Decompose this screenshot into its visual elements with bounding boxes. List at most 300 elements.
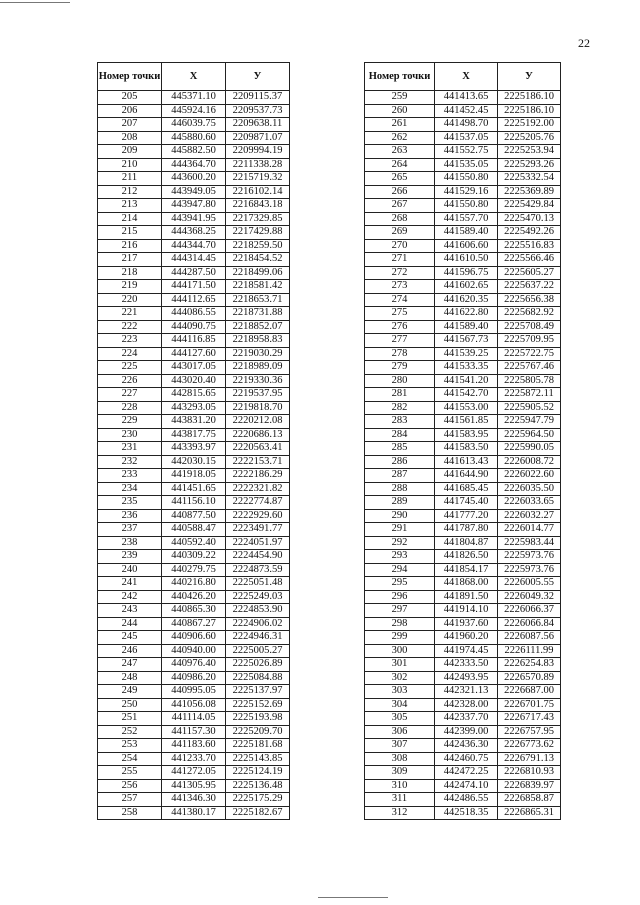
x-cell: 442472.25: [435, 766, 498, 780]
y-cell: 2225983.44: [498, 536, 561, 550]
point-number-cell: 308: [365, 752, 435, 766]
table-row: [365, 698, 561, 712]
y-cell: 2225181.68: [226, 739, 290, 753]
table-row: [98, 145, 290, 159]
x-cell: 443020.40: [162, 374, 226, 388]
table-row: [98, 388, 290, 402]
point-number-cell: 299: [365, 631, 435, 645]
y-cell: 2225682.92: [498, 307, 561, 321]
table-row: [365, 793, 561, 807]
table-row: [365, 239, 561, 253]
x-cell: 441056.08: [162, 698, 226, 712]
x-cell: 441542.70: [435, 388, 498, 402]
x-cell: 441854.17: [435, 563, 498, 577]
point-number-cell: 276: [365, 320, 435, 334]
table-row: [365, 442, 561, 456]
y-cell: 2220563.41: [226, 442, 290, 456]
y-cell: 2225175.29: [226, 793, 290, 807]
point-number-cell: 228: [98, 401, 162, 415]
x-cell: 441644.90: [435, 469, 498, 483]
y-cell: 2226035.50: [498, 482, 561, 496]
x-cell: 441183.60: [162, 739, 226, 753]
point-number-cell: 208: [98, 131, 162, 145]
point-number-cell: 309: [365, 766, 435, 780]
table-row: [365, 320, 561, 334]
point-number-cell: 217: [98, 253, 162, 267]
y-cell: 2225637.22: [498, 280, 561, 294]
point-number-cell: 312: [365, 806, 435, 820]
table-row: [98, 793, 290, 807]
table-row: [365, 361, 561, 375]
point-number-cell: 231: [98, 442, 162, 456]
x-cell: 441567.73: [435, 334, 498, 348]
y-cell: 2222929.60: [226, 509, 290, 523]
x-cell: 440976.40: [162, 658, 226, 672]
x-cell: 441272.05: [162, 766, 226, 780]
table-row: [365, 388, 561, 402]
y-cell: 2225084.88: [226, 671, 290, 685]
point-number-cell: 301: [365, 658, 435, 672]
y-cell: 2218259.50: [226, 239, 290, 253]
x-cell: 440592.40: [162, 536, 226, 550]
table-row: [365, 509, 561, 523]
y-cell: 2225872.11: [498, 388, 561, 402]
x-cell: 440940.00: [162, 644, 226, 658]
y-cell: 2225709.95: [498, 334, 561, 348]
page-number: 22: [578, 36, 590, 50]
table-row: [98, 320, 290, 334]
point-number-cell: 234: [98, 482, 162, 496]
table-row: [98, 226, 290, 240]
x-cell: 440986.20: [162, 671, 226, 685]
point-number-cell: 256: [98, 779, 162, 793]
y-cell: 2225722.75: [498, 347, 561, 361]
table-row: [365, 226, 561, 240]
x-cell: 440309.22: [162, 550, 226, 564]
x-cell: 441305.95: [162, 779, 226, 793]
table-row: [98, 455, 290, 469]
point-number-cell: 278: [365, 347, 435, 361]
point-number-cell: 290: [365, 509, 435, 523]
x-cell: 445882.50: [162, 145, 226, 159]
table-header-row: [365, 63, 561, 91]
point-number-cell: 250: [98, 698, 162, 712]
table-row: [98, 509, 290, 523]
x-cell: 441557.70: [435, 212, 498, 226]
x-cell: 440867.27: [162, 617, 226, 631]
table-row: [98, 496, 290, 510]
x-cell: 441745.40: [435, 496, 498, 510]
x-cell: 441583.95: [435, 428, 498, 442]
x-cell: 441868.00: [435, 577, 498, 591]
point-number-cell: 262: [365, 131, 435, 145]
table-row: [98, 266, 290, 280]
y-cell: 2225516.83: [498, 239, 561, 253]
x-cell: 442328.00: [435, 698, 498, 712]
header-y: У: [226, 63, 290, 91]
y-cell: 2218731.88: [226, 307, 290, 321]
x-cell: 441561.85: [435, 415, 498, 429]
y-cell: 2226701.75: [498, 698, 561, 712]
table-row: [98, 415, 290, 429]
table-row: [98, 428, 290, 442]
x-cell: 441685.45: [435, 482, 498, 496]
y-cell: 2226791.13: [498, 752, 561, 766]
table-row: [98, 523, 290, 537]
table-row: [365, 374, 561, 388]
y-cell: 2226032.27: [498, 509, 561, 523]
x-cell: 441613.43: [435, 455, 498, 469]
x-cell: 441596.75: [435, 266, 498, 280]
x-cell: 440426.20: [162, 590, 226, 604]
point-number-cell: 264: [365, 158, 435, 172]
x-cell: 441537.05: [435, 131, 498, 145]
x-cell: 443949.05: [162, 185, 226, 199]
y-cell: 2225205.76: [498, 131, 561, 145]
x-cell: 441541.20: [435, 374, 498, 388]
table-row: [365, 91, 561, 105]
x-cell: 440588.47: [162, 523, 226, 537]
table-row: [98, 401, 290, 415]
table-row: [98, 671, 290, 685]
table-row: [365, 496, 561, 510]
point-number-cell: 214: [98, 212, 162, 226]
x-cell: 443017.05: [162, 361, 226, 375]
point-number-cell: 255: [98, 766, 162, 780]
x-cell: 440906.60: [162, 631, 226, 645]
y-cell: 2225973.76: [498, 550, 561, 564]
x-cell: 440995.05: [162, 685, 226, 699]
y-cell: 2226022.60: [498, 469, 561, 483]
y-cell: 2217429.88: [226, 226, 290, 240]
point-number-cell: 302: [365, 671, 435, 685]
y-cell: 2218989.09: [226, 361, 290, 375]
x-cell: 444368.25: [162, 226, 226, 240]
x-cell: 444116.85: [162, 334, 226, 348]
x-cell: 441552.75: [435, 145, 498, 159]
y-cell: 2225605.27: [498, 266, 561, 280]
x-cell: 443817.75: [162, 428, 226, 442]
table-row: [98, 334, 290, 348]
point-number-cell: 244: [98, 617, 162, 631]
y-cell: 2224906.02: [226, 617, 290, 631]
y-cell: 2224051.97: [226, 536, 290, 550]
table-row: [98, 779, 290, 793]
point-number-cell: 300: [365, 644, 435, 658]
table-row: [365, 293, 561, 307]
table-row: [365, 563, 561, 577]
table-row: [365, 401, 561, 415]
y-cell: 2225805.78: [498, 374, 561, 388]
x-cell: 441346.30: [162, 793, 226, 807]
x-cell: 441787.80: [435, 523, 498, 537]
x-cell: 442518.35: [435, 806, 498, 820]
point-number-cell: 229: [98, 415, 162, 429]
table-row: [365, 185, 561, 199]
table-row: [365, 172, 561, 186]
table-row: [365, 523, 561, 537]
y-cell: 2225152.69: [226, 698, 290, 712]
point-number-cell: 246: [98, 644, 162, 658]
y-cell: 2226687.00: [498, 685, 561, 699]
point-number-cell: 242: [98, 590, 162, 604]
x-cell: 441804.87: [435, 536, 498, 550]
y-cell: 2226773.62: [498, 739, 561, 753]
x-cell: 441914.10: [435, 604, 498, 618]
top-rule: [0, 2, 70, 3]
y-cell: 2209638.11: [226, 118, 290, 132]
y-cell: 2225186.10: [498, 91, 561, 105]
point-number-cell: 225: [98, 361, 162, 375]
table-row: [365, 158, 561, 172]
table-row: [365, 577, 561, 591]
table-row: [365, 415, 561, 429]
point-number-cell: 296: [365, 590, 435, 604]
table-row: [365, 145, 561, 159]
coordinates-table-left: [97, 62, 290, 820]
x-cell: 443831.20: [162, 415, 226, 429]
y-cell: 2222186.29: [226, 469, 290, 483]
x-cell: 444344.70: [162, 239, 226, 253]
point-number-cell: 224: [98, 347, 162, 361]
table-row: [98, 199, 290, 213]
y-cell: 2225332.54: [498, 172, 561, 186]
table-row: [365, 779, 561, 793]
x-cell: 443941.95: [162, 212, 226, 226]
x-cell: 444364.70: [162, 158, 226, 172]
x-cell: 444112.65: [162, 293, 226, 307]
y-cell: 2224946.31: [226, 631, 290, 645]
y-cell: 2209994.19: [226, 145, 290, 159]
x-cell: 444086.55: [162, 307, 226, 321]
x-cell: 446039.75: [162, 118, 226, 132]
table-row: [98, 158, 290, 172]
point-number-cell: 275: [365, 307, 435, 321]
table-row: [98, 118, 290, 132]
y-cell: 2209537.73: [226, 104, 290, 118]
y-cell: 2226570.89: [498, 671, 561, 685]
point-number-cell: 206: [98, 104, 162, 118]
point-number-cell: 252: [98, 725, 162, 739]
x-cell: 444314.45: [162, 253, 226, 267]
point-number-cell: 238: [98, 536, 162, 550]
table-row: [365, 131, 561, 145]
point-number-cell: 303: [365, 685, 435, 699]
table-row: [98, 212, 290, 226]
point-number-cell: 226: [98, 374, 162, 388]
header-x: X: [162, 63, 226, 91]
x-cell: 442460.75: [435, 752, 498, 766]
x-cell: 441620.35: [435, 293, 498, 307]
table-row: [98, 131, 290, 145]
x-cell: 441529.16: [435, 185, 498, 199]
x-cell: 440877.50: [162, 509, 226, 523]
x-cell: 441918.05: [162, 469, 226, 483]
point-number-cell: 286: [365, 455, 435, 469]
x-cell: 444287.50: [162, 266, 226, 280]
x-cell: 445880.60: [162, 131, 226, 145]
point-number-cell: 241: [98, 577, 162, 591]
table-row: [365, 280, 561, 294]
x-cell: 441380.17: [162, 806, 226, 820]
y-cell: 2223491.77: [226, 523, 290, 537]
point-number-cell: 249: [98, 685, 162, 699]
table-row: [365, 725, 561, 739]
x-cell: 443393.97: [162, 442, 226, 456]
y-cell: 2226066.37: [498, 604, 561, 618]
table-row: [98, 725, 290, 739]
y-cell: 2225186.10: [498, 104, 561, 118]
table-row: [365, 671, 561, 685]
point-number-cell: 251: [98, 712, 162, 726]
x-cell: 444127.60: [162, 347, 226, 361]
point-number-cell: 310: [365, 779, 435, 793]
point-number-cell: 215: [98, 226, 162, 240]
point-number-cell: 295: [365, 577, 435, 591]
y-cell: 2225973.76: [498, 563, 561, 577]
y-cell: 2225182.67: [226, 806, 290, 820]
point-number-cell: 270: [365, 239, 435, 253]
table-row: [98, 577, 290, 591]
point-number-cell: 221: [98, 307, 162, 321]
table-row: [98, 617, 290, 631]
table-row: [98, 644, 290, 658]
table-row: [98, 806, 290, 820]
table-row: [98, 739, 290, 753]
x-cell: 441937.60: [435, 617, 498, 631]
x-cell: 441622.80: [435, 307, 498, 321]
table-row: [365, 199, 561, 213]
y-cell: 2220212.08: [226, 415, 290, 429]
point-number-cell: 230: [98, 428, 162, 442]
x-cell: 442399.00: [435, 725, 498, 739]
y-cell: 2226049.32: [498, 590, 561, 604]
x-cell: 441960.20: [435, 631, 498, 645]
header-x: X: [435, 63, 498, 91]
y-cell: 2225964.50: [498, 428, 561, 442]
point-number-cell: 239: [98, 550, 162, 564]
y-cell: 2222321.82: [226, 482, 290, 496]
point-number-cell: 233: [98, 469, 162, 483]
table-row: [98, 698, 290, 712]
point-number-cell: 285: [365, 442, 435, 456]
point-number-cell: 219: [98, 280, 162, 294]
y-cell: 2224454.90: [226, 550, 290, 564]
y-cell: 2216102.14: [226, 185, 290, 199]
point-number-cell: 223: [98, 334, 162, 348]
coordinates-table-right: [364, 62, 561, 820]
point-number-cell: 274: [365, 293, 435, 307]
x-cell: 441550.80: [435, 172, 498, 186]
point-number-cell: 268: [365, 212, 435, 226]
y-cell: 2225005.27: [226, 644, 290, 658]
x-cell: 441451.65: [162, 482, 226, 496]
point-number-cell: 212: [98, 185, 162, 199]
table-row: [98, 293, 290, 307]
x-cell: 442337.70: [435, 712, 498, 726]
y-cell: 2219330.36: [226, 374, 290, 388]
point-number-cell: 259: [365, 91, 435, 105]
y-cell: 2225470.13: [498, 212, 561, 226]
point-number-cell: 209: [98, 145, 162, 159]
point-number-cell: 288: [365, 482, 435, 496]
y-cell: 2225429.84: [498, 199, 561, 213]
y-cell: 2225990.05: [498, 442, 561, 456]
point-number-cell: 261: [365, 118, 435, 132]
y-cell: 2219537.95: [226, 388, 290, 402]
point-number-cell: 269: [365, 226, 435, 240]
table-row: [365, 212, 561, 226]
y-cell: 2216843.18: [226, 199, 290, 213]
y-cell: 2226717.43: [498, 712, 561, 726]
table-row: [98, 604, 290, 618]
y-cell: 2219030.29: [226, 347, 290, 361]
table-row: [365, 104, 561, 118]
y-cell: 2218852.07: [226, 320, 290, 334]
x-cell: 441602.65: [435, 280, 498, 294]
point-number-cell: 235: [98, 496, 162, 510]
y-cell: 2225492.26: [498, 226, 561, 240]
x-cell: 441498.70: [435, 118, 498, 132]
table-row: [98, 685, 290, 699]
table-row: [365, 482, 561, 496]
x-cell: 441157.30: [162, 725, 226, 739]
point-number-cell: 265: [365, 172, 435, 186]
table-row: [365, 644, 561, 658]
x-cell: 441610.50: [435, 253, 498, 267]
table-row: [98, 752, 290, 766]
table-header-row: [98, 63, 290, 91]
y-cell: 2225656.38: [498, 293, 561, 307]
table-row: [98, 374, 290, 388]
table-row: [365, 469, 561, 483]
y-cell: 2209115.37: [226, 91, 290, 105]
point-number-cell: 258: [98, 806, 162, 820]
point-number-cell: 271: [365, 253, 435, 267]
point-number-cell: 273: [365, 280, 435, 294]
y-cell: 2225051.48: [226, 577, 290, 591]
table-row: [365, 536, 561, 550]
table-row: [98, 104, 290, 118]
point-number-cell: 266: [365, 185, 435, 199]
point-number-cell: 207: [98, 118, 162, 132]
point-number-cell: 216: [98, 239, 162, 253]
y-cell: 2224853.90: [226, 604, 290, 618]
table-row: [365, 658, 561, 672]
x-cell: 441539.25: [435, 347, 498, 361]
y-cell: 2225026.89: [226, 658, 290, 672]
y-cell: 2225905.52: [498, 401, 561, 415]
point-number-cell: 292: [365, 536, 435, 550]
y-cell: 2215719.32: [226, 172, 290, 186]
point-number-cell: 240: [98, 563, 162, 577]
x-cell: 442030.15: [162, 455, 226, 469]
y-cell: 2226757.95: [498, 725, 561, 739]
point-number-cell: 220: [98, 293, 162, 307]
table-row: [365, 550, 561, 564]
point-number-cell: 260: [365, 104, 435, 118]
y-cell: 2217329.85: [226, 212, 290, 226]
y-cell: 2226839.97: [498, 779, 561, 793]
table-row: [98, 658, 290, 672]
y-cell: 2225136.48: [226, 779, 290, 793]
y-cell: 2218499.06: [226, 266, 290, 280]
y-cell: 2226087.56: [498, 631, 561, 645]
point-number-cell: 311: [365, 793, 435, 807]
table-row: [98, 307, 290, 321]
x-cell: 440865.30: [162, 604, 226, 618]
table-row: [98, 469, 290, 483]
